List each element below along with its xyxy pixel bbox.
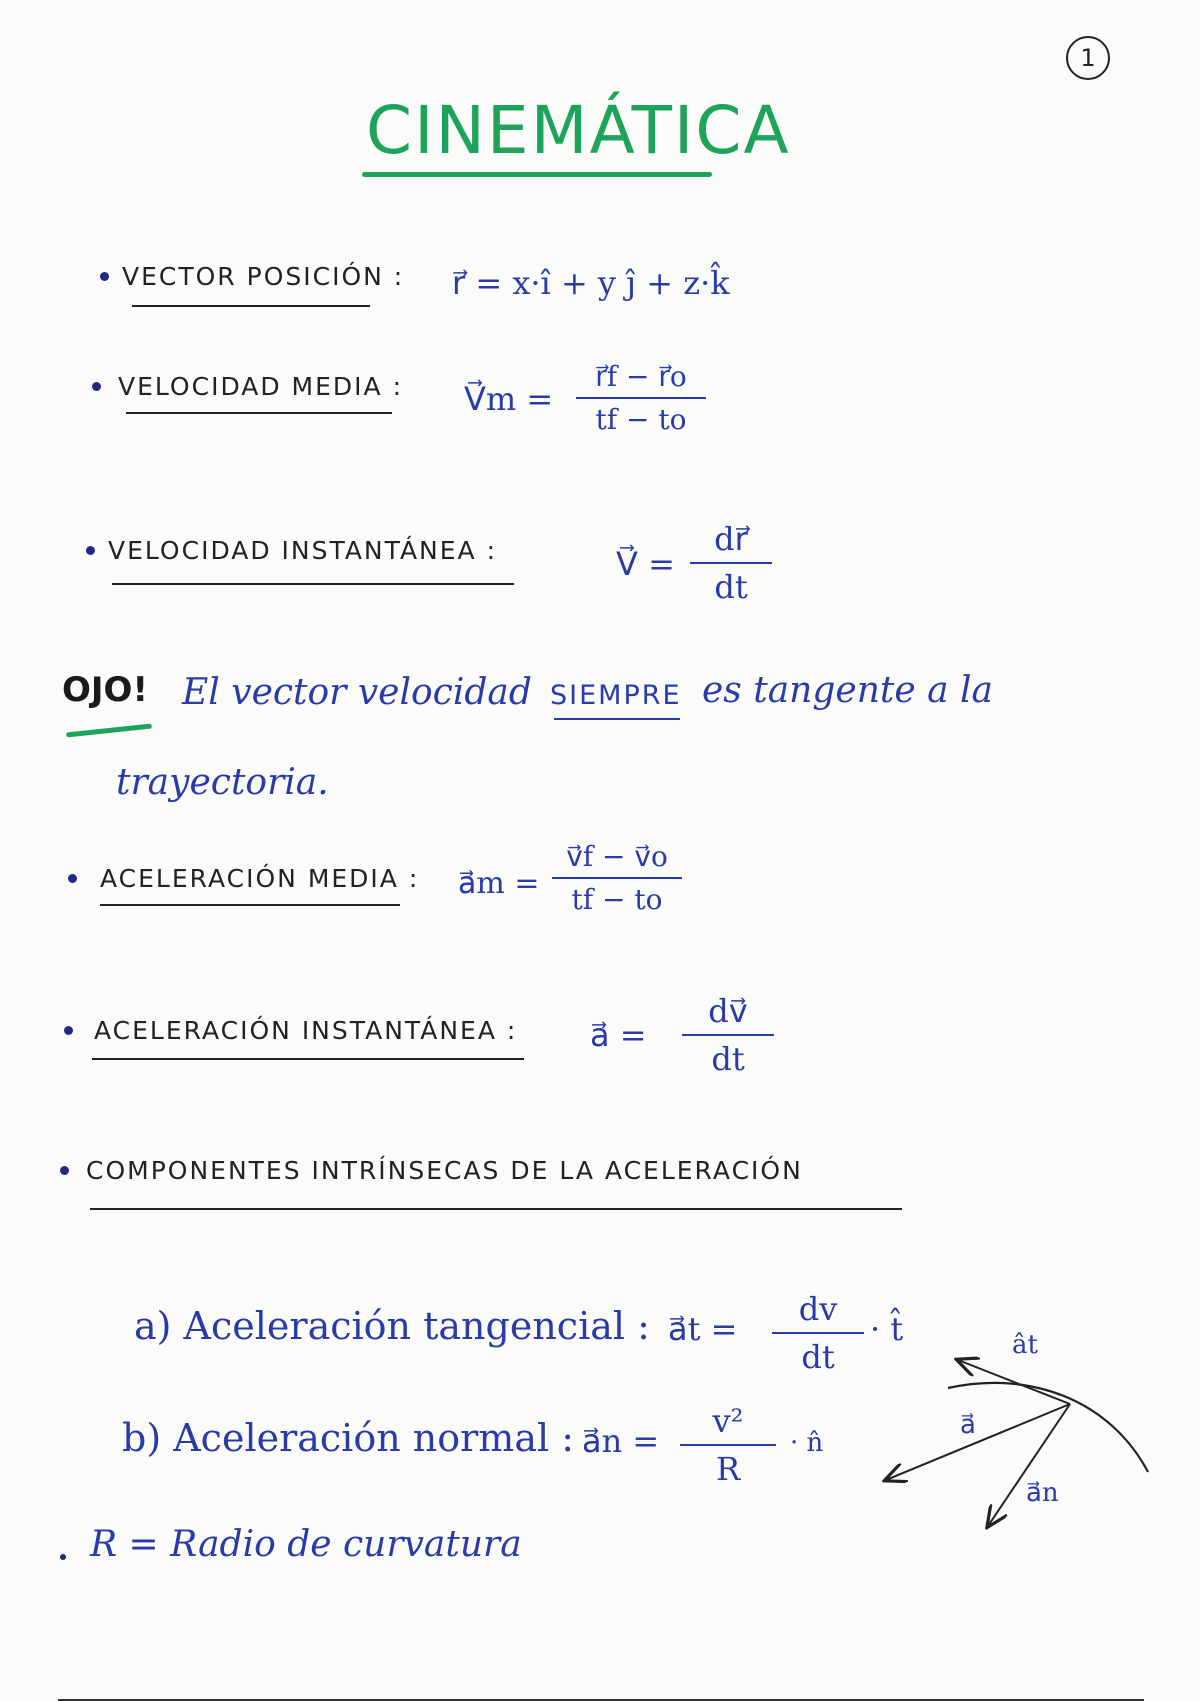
fraction-bar	[552, 877, 682, 879]
label-aceleracion-normal: b) Aceleración normal :	[122, 1416, 575, 1460]
bullet-dot	[68, 874, 77, 883]
denominator: R	[715, 1450, 741, 1488]
formula-am-lhs: a⃗m =	[458, 866, 540, 901]
emphasis-underline	[554, 718, 680, 720]
label-aceleracion-instantanea: ACELERACIÓN INSTANTÁNEA :	[94, 1016, 518, 1045]
fraction-at	[772, 1290, 864, 1376]
label-at-hat: ât	[1012, 1330, 1038, 1360]
bullet-dot	[60, 1166, 69, 1175]
underline	[92, 1058, 524, 1060]
ojo-emphasis: SIEMPRE	[550, 680, 682, 711]
fraction-am	[552, 840, 682, 916]
fraction-v	[690, 520, 772, 606]
underline	[126, 412, 392, 414]
fraction-bar	[576, 397, 706, 399]
bullet-dot	[64, 1026, 73, 1035]
ojo-underline	[66, 724, 152, 738]
bullet-dot	[100, 272, 109, 281]
note-radio-curvatura: R = Radio de curvatura	[90, 1524, 522, 1565]
page-title: CINEMÁTICA	[366, 92, 791, 169]
numerator: dr⃗	[714, 520, 748, 558]
numerator: v²	[712, 1402, 744, 1440]
formula-a-lhs: a⃗ =	[590, 1016, 647, 1054]
label-componentes: COMPONENTES INTRÍNSECAS DE LA ACELERACIÓN	[86, 1156, 803, 1185]
fraction-an	[680, 1402, 776, 1488]
label-a-vector: a⃗	[960, 1410, 976, 1440]
unit-vector-n: · n̂	[790, 1428, 824, 1458]
formula-vm-lhs: V⃗m =	[464, 380, 554, 418]
formula-at-lhs: a⃗t =	[668, 1310, 738, 1348]
label-velocidad-instantanea: VELOCIDAD INSTANTÁNEA :	[108, 536, 498, 565]
underline	[112, 583, 514, 585]
denominator: dt	[711, 1040, 745, 1078]
unit-vector-t: · t̂	[870, 1310, 904, 1348]
fraction-bar	[682, 1034, 774, 1036]
bullet-dot	[92, 382, 101, 391]
label-an-vector: a⃗n	[1026, 1478, 1059, 1508]
underline	[132, 305, 370, 307]
bullet-dot	[86, 546, 95, 555]
denominator: tf − to	[595, 403, 687, 436]
label-aceleracion-media: ACELERACIÓN MEDIA :	[100, 864, 420, 893]
label-velocidad-media: VELOCIDAD MEDIA :	[118, 372, 404, 401]
numerator: dv	[798, 1290, 838, 1328]
formula-v-lhs: V⃗ =	[616, 545, 675, 583]
fraction-bar	[690, 562, 772, 564]
title-underline	[362, 172, 712, 177]
tangential-arrow	[958, 1360, 1070, 1404]
underline	[90, 1208, 902, 1210]
denominator: tf − to	[571, 883, 663, 916]
label-vector-posicion: VECTOR POSICIÓN :	[122, 262, 405, 291]
ojo-text-3: trayectoria.	[116, 762, 329, 803]
denominator: dt	[801, 1338, 835, 1376]
ojo-tag: OJO!	[62, 670, 148, 710]
bullet-dot	[60, 1554, 66, 1560]
numerator: v⃗f − v⃗o	[566, 840, 668, 873]
underline	[100, 904, 400, 906]
fraction-bar	[772, 1332, 864, 1334]
denominator: dt	[714, 568, 748, 606]
numerator: r⃗f − r⃗o	[595, 360, 687, 393]
ojo-text-1: El vector velocidad	[182, 672, 532, 713]
acceleration-arrow	[886, 1404, 1070, 1480]
fraction-a	[682, 992, 774, 1078]
fraction-bar	[680, 1444, 776, 1446]
label-aceleracion-tangencial: a) Aceleración tangencial :	[134, 1304, 650, 1348]
fraction-vm	[576, 360, 706, 436]
formula-an-lhs: a⃗n =	[582, 1422, 660, 1460]
page-number: 1	[1066, 36, 1110, 80]
numerator: dv⃗	[708, 992, 748, 1030]
formula-posicion: r⃗ = x·î + y ĵ + z·k̂	[452, 264, 730, 302]
ojo-text-2: es tangente a la	[702, 670, 993, 711]
